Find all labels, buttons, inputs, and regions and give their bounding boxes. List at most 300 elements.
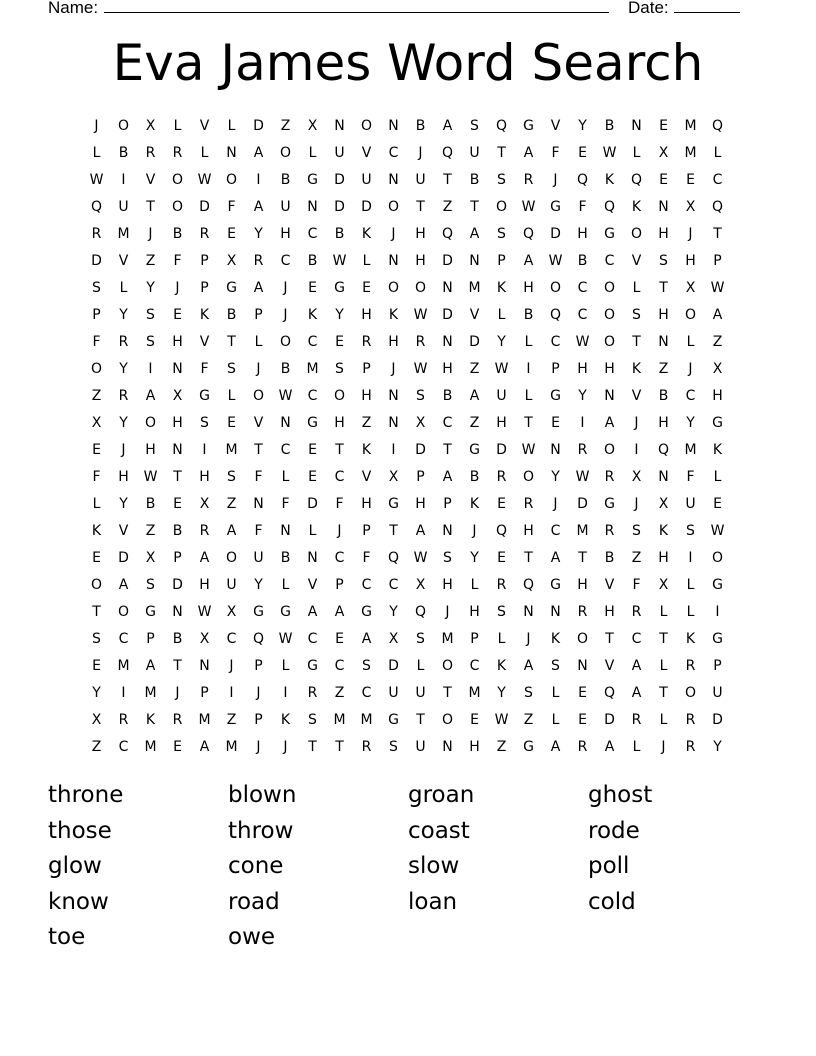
grid-letter: Y bbox=[578, 388, 587, 404]
grid-letter: Y bbox=[497, 685, 506, 701]
grid-letter: F bbox=[551, 145, 560, 161]
grid-letter: T bbox=[659, 685, 668, 701]
grid-letter: O bbox=[171, 172, 184, 188]
grid-letter: O bbox=[117, 118, 130, 134]
grid-letter: X bbox=[388, 469, 399, 485]
grid-letter: N bbox=[253, 496, 264, 512]
grid-letter: V bbox=[631, 388, 642, 404]
grid-letter: Q bbox=[441, 226, 454, 242]
grid-letter: L bbox=[659, 712, 668, 728]
grid-letter: D bbox=[91, 253, 102, 269]
grid-letter: Q bbox=[387, 550, 400, 566]
grid-letter: H bbox=[361, 307, 372, 323]
grid-letter: D bbox=[199, 199, 210, 215]
grid-letter: N bbox=[334, 118, 345, 134]
grid-letter: L bbox=[281, 577, 290, 593]
grid-row bbox=[83, 113, 731, 140]
grid-letter: P bbox=[497, 253, 506, 269]
grid-letter: F bbox=[578, 199, 587, 215]
grid-letter: J bbox=[337, 523, 342, 539]
grid-letter: E bbox=[173, 307, 182, 323]
grid-letter: K bbox=[145, 712, 156, 728]
grid-letter: V bbox=[253, 415, 264, 431]
grid-letter: C bbox=[550, 523, 561, 539]
grid-letter: E bbox=[227, 226, 236, 242]
grid-letter: O bbox=[144, 415, 157, 431]
grid-letter: R bbox=[145, 145, 156, 161]
grid-letter: O bbox=[684, 685, 697, 701]
grid-letter: U bbox=[712, 685, 723, 701]
grid-letter: H bbox=[658, 550, 669, 566]
grid-letter: H bbox=[145, 442, 156, 458]
grid-letter: X bbox=[658, 577, 669, 593]
grid-row bbox=[83, 302, 731, 329]
grid-letter: M bbox=[225, 442, 238, 458]
grid-letter: Y bbox=[92, 685, 101, 701]
grid-letter: R bbox=[253, 253, 264, 269]
grid-letter: M bbox=[684, 145, 697, 161]
grid-letter: T bbox=[605, 631, 614, 647]
grid-letter: A bbox=[631, 685, 642, 701]
grid-letter: X bbox=[145, 118, 156, 134]
grid-letter: E bbox=[92, 658, 101, 674]
grid-letter: P bbox=[254, 712, 263, 728]
grid-letter: Z bbox=[226, 712, 237, 728]
grid-letter: R bbox=[577, 604, 588, 620]
grid-letter: N bbox=[442, 523, 453, 539]
grid-letter: W bbox=[413, 550, 428, 566]
grid-letter: I bbox=[715, 604, 720, 620]
grid-letter: L bbox=[713, 145, 722, 161]
grid-letter: H bbox=[469, 604, 480, 620]
grid-letter: A bbox=[631, 658, 642, 674]
grid-letter: L bbox=[632, 145, 641, 161]
grid-letter: P bbox=[470, 631, 479, 647]
grid-letter: V bbox=[604, 577, 615, 593]
grid-letter: K bbox=[91, 523, 102, 539]
grid-letter: C bbox=[388, 145, 399, 161]
grid-letter: G bbox=[361, 604, 372, 620]
grid-letter: N bbox=[550, 604, 561, 620]
grid-letter: W bbox=[521, 442, 536, 458]
grid-letter: R bbox=[118, 334, 129, 350]
grid-row bbox=[83, 545, 731, 572]
grid-letter: G bbox=[550, 388, 561, 404]
grid-letter: K bbox=[631, 361, 642, 377]
grid-letter: K bbox=[280, 712, 291, 728]
grid-letter: Z bbox=[631, 550, 642, 566]
grid-letter: J bbox=[175, 685, 180, 701]
grid-letter: D bbox=[442, 307, 453, 323]
grid-letter: L bbox=[308, 145, 317, 161]
grid-letter: J bbox=[445, 604, 450, 620]
grid-letter: J bbox=[553, 496, 558, 512]
word-list-item: those bbox=[48, 817, 112, 844]
grid-letter: M bbox=[441, 631, 454, 647]
grid-letter: O bbox=[252, 388, 265, 404]
grid-letter: L bbox=[308, 523, 317, 539]
letter-grid bbox=[83, 113, 731, 761]
grid-letter: M bbox=[468, 685, 481, 701]
grid-letter: T bbox=[254, 442, 263, 458]
grid-letter: P bbox=[200, 280, 209, 296]
grid-letter: R bbox=[172, 712, 183, 728]
grid-letter: K bbox=[307, 307, 318, 323]
grid-letter: Z bbox=[91, 739, 102, 755]
grid-letter: M bbox=[684, 118, 697, 134]
grid-letter: A bbox=[523, 658, 534, 674]
grid-letter: P bbox=[362, 523, 371, 539]
grid-letter: U bbox=[415, 685, 426, 701]
grid-letter: C bbox=[334, 550, 345, 566]
word-list-item: road bbox=[228, 888, 280, 915]
grid-letter: O bbox=[711, 550, 724, 566]
grid-letter: X bbox=[415, 415, 426, 431]
grid-letter: N bbox=[280, 523, 291, 539]
grid-letter: C bbox=[712, 172, 723, 188]
grid-letter: L bbox=[92, 496, 101, 512]
grid-letter: C bbox=[361, 685, 372, 701]
grid-letter: Y bbox=[146, 280, 155, 296]
grid-letter: N bbox=[658, 469, 669, 485]
grid-row bbox=[83, 518, 731, 545]
grid-letter: X bbox=[199, 631, 210, 647]
grid-letter: H bbox=[712, 388, 723, 404]
word-list-item: poll bbox=[588, 853, 630, 879]
grid-letter: J bbox=[526, 631, 531, 647]
grid-letter: Q bbox=[522, 577, 535, 593]
grid-letter: K bbox=[199, 307, 210, 323]
grid-letter: V bbox=[361, 469, 372, 485]
grid-letter: I bbox=[391, 442, 396, 458]
grid-letter: J bbox=[688, 226, 693, 242]
grid-letter: O bbox=[603, 442, 616, 458]
grid-letter: G bbox=[226, 280, 237, 296]
grid-letter: K bbox=[496, 658, 507, 674]
grid-letter: B bbox=[415, 118, 426, 134]
grid-letter: K bbox=[469, 496, 480, 512]
grid-letter: K bbox=[604, 172, 615, 188]
grid-letter: S bbox=[524, 685, 533, 701]
grid-letter: Y bbox=[119, 307, 128, 323]
grid-letter: C bbox=[388, 577, 399, 593]
grid-letter: C bbox=[307, 631, 318, 647]
grid-letter: J bbox=[229, 658, 234, 674]
grid-letter: B bbox=[145, 496, 156, 512]
grid-letter: R bbox=[91, 226, 102, 242]
grid-letter: T bbox=[335, 442, 344, 458]
grid-row bbox=[83, 734, 731, 761]
grid-letter: Q bbox=[603, 685, 616, 701]
grid-letter: L bbox=[632, 280, 641, 296]
grid-letter: S bbox=[389, 739, 398, 755]
grid-letter: L bbox=[632, 739, 641, 755]
grid-letter: W bbox=[575, 469, 590, 485]
name-label: Name: bbox=[48, 0, 99, 17]
grid-letter: P bbox=[713, 253, 722, 269]
grid-letter: F bbox=[254, 523, 263, 539]
grid-letter: T bbox=[416, 712, 425, 728]
grid-letter: C bbox=[577, 280, 588, 296]
grid-letter: T bbox=[308, 739, 317, 755]
grid-letter: Z bbox=[334, 685, 345, 701]
grid-letter: L bbox=[659, 604, 668, 620]
grid-letter: W bbox=[602, 145, 617, 161]
grid-letter: N bbox=[172, 361, 183, 377]
grid-letter: J bbox=[256, 685, 261, 701]
grid-letter: B bbox=[658, 388, 669, 404]
grid-letter: W bbox=[494, 361, 509, 377]
grid-letter: P bbox=[173, 550, 182, 566]
grid-letter: O bbox=[522, 469, 535, 485]
grid-letter: G bbox=[604, 496, 615, 512]
grid-letter: R bbox=[577, 739, 588, 755]
grid-letter: V bbox=[631, 253, 642, 269]
grid-row bbox=[83, 599, 731, 626]
grid-letter: U bbox=[496, 388, 507, 404]
grid-letter: R bbox=[361, 334, 372, 350]
grid-letter: A bbox=[199, 739, 210, 755]
grid-letter: O bbox=[441, 712, 454, 728]
grid-letter: B bbox=[469, 172, 480, 188]
grid-letter: G bbox=[604, 226, 615, 242]
grid-letter: U bbox=[469, 145, 480, 161]
grid-letter: S bbox=[659, 253, 668, 269]
grid-letter: B bbox=[469, 469, 480, 485]
grid-letter: P bbox=[713, 658, 722, 674]
grid-letter: B bbox=[604, 550, 615, 566]
grid-letter: N bbox=[523, 604, 534, 620]
grid-letter: K bbox=[361, 226, 372, 242]
grid-letter: G bbox=[307, 658, 318, 674]
grid-letter: S bbox=[200, 415, 209, 431]
grid-letter: L bbox=[281, 469, 290, 485]
grid-letter: B bbox=[172, 226, 183, 242]
grid-letter: O bbox=[684, 307, 697, 323]
grid-letter: N bbox=[658, 199, 669, 215]
grid-letter: R bbox=[361, 739, 372, 755]
word-list-item: throne bbox=[48, 782, 124, 808]
grid-letter: I bbox=[148, 361, 153, 377]
grid-letter: R bbox=[523, 172, 534, 188]
grid-letter: H bbox=[658, 226, 669, 242]
grid-letter: F bbox=[173, 253, 182, 269]
grid-letter: W bbox=[332, 253, 347, 269]
grid-row bbox=[83, 572, 731, 599]
grid-letter: J bbox=[256, 739, 261, 755]
grid-letter: M bbox=[576, 523, 589, 539]
grid-letter: A bbox=[307, 604, 318, 620]
grid-letter: O bbox=[414, 280, 427, 296]
grid-letter: O bbox=[387, 280, 400, 296]
grid-letter: J bbox=[94, 118, 99, 134]
grid-letter: M bbox=[144, 739, 157, 755]
grid-letter: N bbox=[226, 145, 237, 161]
grid-letter: G bbox=[307, 172, 318, 188]
grid-letter: L bbox=[551, 685, 560, 701]
grid-letter: R bbox=[523, 496, 534, 512]
grid-letter: A bbox=[469, 388, 480, 404]
grid-letter: C bbox=[307, 388, 318, 404]
grid-letter: H bbox=[577, 226, 588, 242]
grid-letter: W bbox=[548, 253, 563, 269]
grid-row bbox=[83, 167, 731, 194]
grid-letter: F bbox=[632, 577, 641, 593]
grid-letter: C bbox=[118, 739, 129, 755]
grid-letter: Z bbox=[145, 523, 156, 539]
grid-letter: S bbox=[416, 388, 425, 404]
grid-letter: O bbox=[576, 631, 589, 647]
grid-letter: B bbox=[118, 145, 129, 161]
grid-letter: H bbox=[442, 577, 453, 593]
grid-letter: B bbox=[280, 550, 291, 566]
grid-letter: S bbox=[632, 523, 641, 539]
grid-letter: E bbox=[227, 415, 236, 431]
grid-letter: T bbox=[443, 442, 452, 458]
grid-letter: X bbox=[658, 145, 669, 161]
grid-letter: D bbox=[307, 496, 318, 512]
grid-letter: W bbox=[521, 199, 536, 215]
grid-letter: I bbox=[121, 685, 126, 701]
grid-letter: E bbox=[659, 172, 668, 188]
grid-letter: J bbox=[391, 226, 396, 242]
grid-letter: B bbox=[604, 118, 615, 134]
grid-letter: L bbox=[254, 334, 263, 350]
word-list-item: blown bbox=[228, 782, 297, 808]
grid-row bbox=[83, 221, 731, 248]
grid-letter: X bbox=[658, 496, 669, 512]
grid-letter: N bbox=[388, 253, 399, 269]
grid-letter: E bbox=[713, 496, 722, 512]
grid-letter: K bbox=[712, 442, 723, 458]
grid-letter: A bbox=[712, 307, 723, 323]
grid-letter: H bbox=[199, 469, 210, 485]
grid-letter: V bbox=[118, 523, 129, 539]
grid-letter: S bbox=[416, 631, 425, 647]
grid-letter: B bbox=[442, 388, 453, 404]
grid-letter: U bbox=[415, 172, 426, 188]
grid-letter: L bbox=[686, 334, 695, 350]
grid-letter: O bbox=[171, 199, 184, 215]
name-field[interactable] bbox=[104, 0, 609, 13]
grid-letter: S bbox=[92, 631, 101, 647]
grid-letter: G bbox=[550, 199, 561, 215]
grid-letter: S bbox=[227, 469, 236, 485]
grid-letter: G bbox=[307, 415, 318, 431]
grid-letter: W bbox=[494, 712, 509, 728]
grid-letter: N bbox=[307, 550, 318, 566]
grid-letter: H bbox=[577, 361, 588, 377]
grid-letter: L bbox=[119, 280, 128, 296]
grid-letter: W bbox=[89, 172, 104, 188]
grid-letter: D bbox=[253, 118, 264, 134]
grid-letter: W bbox=[197, 604, 212, 620]
grid-letter: I bbox=[688, 550, 693, 566]
grid-letter: V bbox=[118, 253, 129, 269]
grid-letter: Z bbox=[280, 118, 291, 134]
grid-row bbox=[83, 356, 731, 383]
grid-letter: L bbox=[524, 334, 533, 350]
grid-letter: W bbox=[413, 307, 428, 323]
grid-letter: Y bbox=[497, 334, 506, 350]
grid-letter: T bbox=[146, 199, 155, 215]
grid-letter: G bbox=[469, 442, 480, 458]
grid-letter: A bbox=[469, 226, 480, 242]
grid-letter: X bbox=[685, 280, 696, 296]
grid-letter: H bbox=[199, 577, 210, 593]
word-list-item: owe bbox=[228, 924, 276, 950]
grid-letter: S bbox=[308, 712, 317, 728]
grid-letter: S bbox=[443, 550, 452, 566]
grid-letter: E bbox=[92, 442, 101, 458]
grid-letter: M bbox=[225, 739, 238, 755]
grid-letter: E bbox=[335, 334, 344, 350]
grid-letter: J bbox=[661, 739, 666, 755]
grid-letter: Q bbox=[657, 442, 670, 458]
grid-letter: B bbox=[280, 361, 291, 377]
grid-letter: J bbox=[553, 172, 558, 188]
date-field[interactable] bbox=[674, 0, 740, 13]
grid-letter: P bbox=[443, 496, 452, 512]
grid-letter: K bbox=[361, 442, 372, 458]
grid-letter: Z bbox=[523, 712, 534, 728]
grid-letter: H bbox=[442, 361, 453, 377]
grid-letter: P bbox=[200, 253, 209, 269]
grid-letter: G bbox=[550, 577, 561, 593]
grid-letter: U bbox=[415, 739, 426, 755]
grid-letter: E bbox=[173, 496, 182, 512]
grid-letter: I bbox=[229, 685, 234, 701]
grid-letter: G bbox=[199, 388, 210, 404]
grid-row bbox=[83, 248, 731, 275]
grid-letter: C bbox=[631, 631, 642, 647]
grid-letter: R bbox=[118, 388, 129, 404]
word-list-item: glow bbox=[48, 853, 102, 879]
grid-letter: I bbox=[121, 172, 126, 188]
grid-letter: R bbox=[199, 523, 210, 539]
grid-letter: Q bbox=[576, 172, 589, 188]
grid-letter: B bbox=[172, 523, 183, 539]
grid-letter: I bbox=[256, 172, 261, 188]
grid-letter: X bbox=[145, 550, 156, 566]
grid-letter: W bbox=[710, 280, 725, 296]
grid-letter: X bbox=[307, 118, 318, 134]
grid-letter: S bbox=[92, 280, 101, 296]
grid-letter: O bbox=[225, 550, 238, 566]
grid-letter: R bbox=[685, 658, 696, 674]
grid-letter: O bbox=[225, 172, 238, 188]
grid-letter: J bbox=[391, 361, 396, 377]
grid-letter: G bbox=[712, 631, 723, 647]
grid-letter: T bbox=[524, 415, 533, 431]
grid-letter: V bbox=[469, 307, 480, 323]
grid-letter: H bbox=[523, 280, 534, 296]
grid-letter: H bbox=[172, 415, 183, 431]
grid-letter: U bbox=[280, 199, 291, 215]
grid-letter: J bbox=[634, 415, 639, 431]
grid-letter: H bbox=[523, 523, 534, 539]
word-list-item: cone bbox=[228, 853, 284, 879]
grid-letter: P bbox=[551, 361, 560, 377]
grid-letter: O bbox=[630, 226, 643, 242]
grid-letter: D bbox=[361, 199, 372, 215]
grid-row bbox=[83, 680, 731, 707]
grid-letter: G bbox=[712, 577, 723, 593]
grid-letter: R bbox=[604, 469, 615, 485]
grid-letter: E bbox=[497, 550, 506, 566]
grid-letter: B bbox=[280, 172, 291, 188]
grid-row bbox=[83, 194, 731, 221]
